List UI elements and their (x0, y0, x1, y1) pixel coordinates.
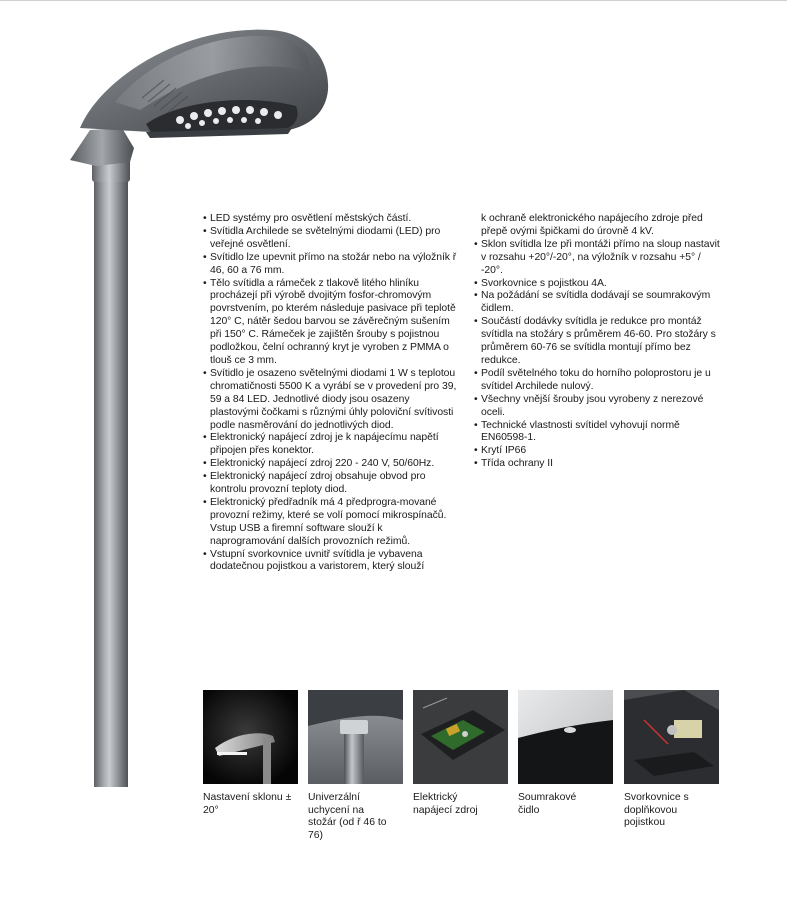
spec-item: • Součástí dodávky svítidla je redukce pro montáž svítidla na stožáry s průměrem 46-60. Pro stožáry s průměrem 60-76 se svítidla montují přímo bez redukce. (474, 316, 724, 368)
twilight-sensor-photo (518, 690, 613, 784)
spec-item: • Elektronický předřadník má 4 předprogra-mované provozní režimy, které se volí pomocí mikrospínačů. Vstup USB a firemní software slouží k naprogramování dalších provozních režimů. (203, 497, 460, 549)
spec-item: • Všechny vnější šrouby jsou vyrobeny z nerezové oceli. (474, 394, 724, 420)
spec-item: • Sklon svítidla lze při montáži přímo na sloup nastavit v rozsahu +20°/-20°, na výložník v rozsahu +5° / -20°. (474, 239, 724, 278)
tilt-adjustment-photo (203, 690, 298, 784)
spec-item: • Krytí IP66 (474, 445, 724, 458)
spec-item: • Svítidla Archilede se světelnými diodami (LED) pro veřejné osvětlení. (203, 226, 460, 252)
thumbnail-caption: Elektrický napájecí zdroj (413, 792, 478, 816)
spec-item: • Technické vlastnosti svítidel vyhovují normě EN60598-1. (474, 420, 724, 446)
spec-item: • LED systémy pro osvětlení městských částí. (203, 213, 460, 226)
spec-item-continuation: k ochraně elektronického napájecího zdroje před přepě ovými špičkami do úrovně 4 kV. (481, 213, 703, 237)
power-supply-photo (413, 690, 508, 784)
spec-item: • Svorkovnice s pojistkou 4A. (474, 278, 724, 291)
pole-mount-photo (308, 690, 403, 784)
spec-item: • Svítidlo je osazeno světelnými diodami 1 W s teplotou chromatičnosti 5500 K a vyrábí se v provedení pro 39, 59 a 84 LED. Jednotlivé diody jsou osazeny plastovými čočkami s různými úhly poloviční svítivosti podle nasměrování do jednotlivých diod. (203, 368, 460, 433)
spec-list-right (474, 213, 724, 471)
thumbnail-caption: Univerzální uchycení na stožár (od ř 46 to 76) (308, 792, 387, 841)
spec-item: • Vstupní svorkovnice uvnitř svítidla je vybavena dodatečnou pojistkou a varistorem, který slouží (203, 549, 460, 575)
spec-list-left (203, 213, 460, 574)
thumbnail-caption: Soumrakové čidlo (518, 792, 577, 816)
thumbnail-caption: Nastavení sklonu ± 20° (203, 792, 292, 816)
spec-item: • Elektronický napájecí zdroj obsahuje obvod pro kontrolu provozní teploty diod. (203, 471, 460, 497)
thumbnail-caption: Svorkovnice s doplňkovou pojistkou (624, 792, 689, 829)
spec-item: • Tělo svítidla a rámeček z tlakově litého hliníku procházejí při výrobě dvojitým fosfor-chromovým povrstvením, po kterém následuje pasivace při teplotě 120° C, nátěr šedou barvou se závěrečným sušením při 150° C. Rámeček je zajištěn šrouby s pojistnou podložkou, čelní ochranný kryt je vyroben z PMMA o tlouš ce 3 mm. (203, 278, 460, 368)
spec-item: • Svítidlo lze upevnit přímo na stožár nebo na výložník ř 46, 60 a 76 mm. (203, 252, 460, 278)
spec-item: • Třída ochrany II (474, 458, 724, 471)
feature-thumbnails (203, 690, 723, 790)
top-rule (0, 0, 787, 1)
spec-item: • Elektronický napájecí zdroj 220 - 240 V, 50/60Hz. (203, 458, 460, 471)
terminal-block-photo (624, 690, 719, 784)
spec-item: • Na požádání se svítidla dodávají se soumrakovým čidlem. (474, 290, 724, 316)
spec-item: • Podíl světelného toku do horního poloprostoru je u svítidel Archilede nulový. (474, 368, 724, 394)
spec-item: • Elektronický napájecí zdroj je k napájecímu napětí připojen přes konektor. (203, 432, 460, 458)
